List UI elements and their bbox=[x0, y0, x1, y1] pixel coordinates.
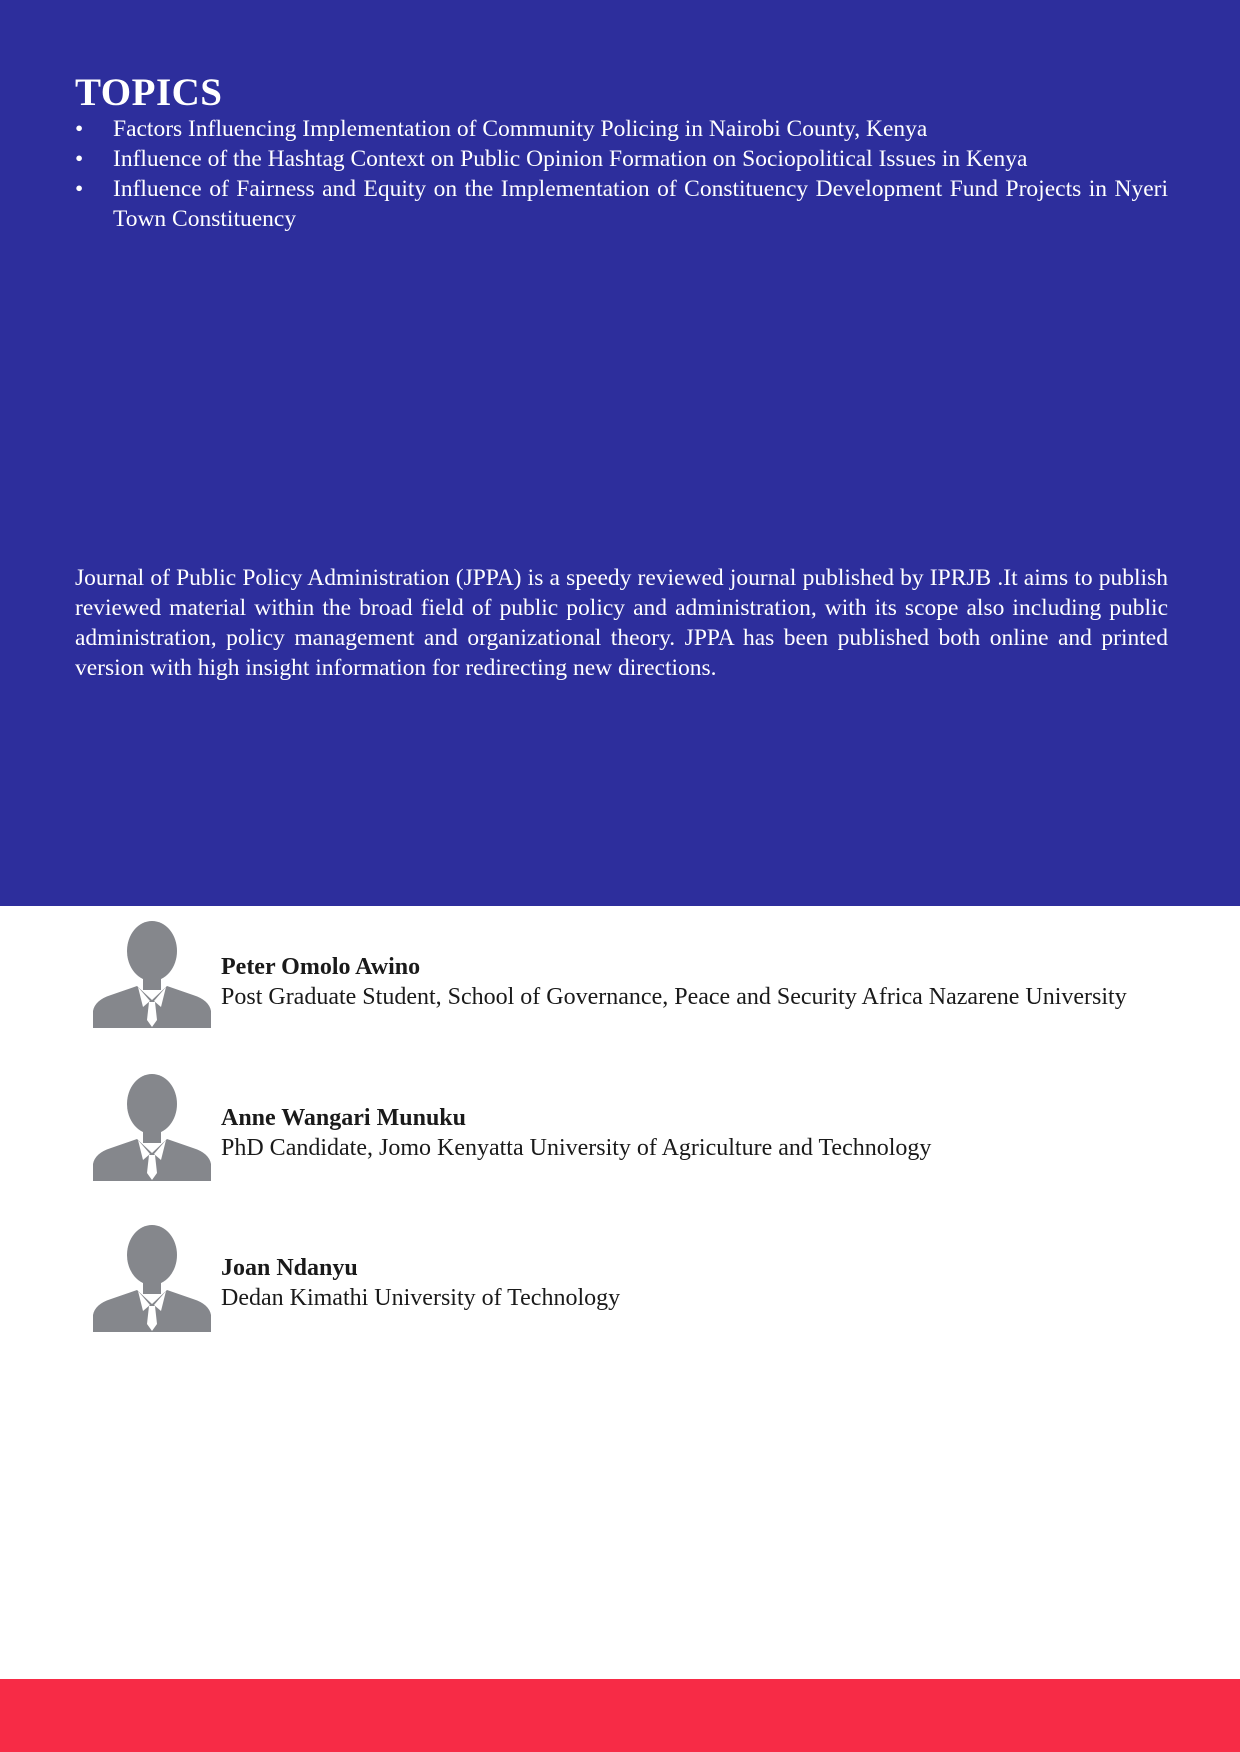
person-silhouette-icon bbox=[93, 918, 211, 1028]
author-entry bbox=[93, 918, 1173, 1028]
journal-description: Journal of Public Policy Administration (JPPA) is a speedy reviewed journal published by IPRJB .It aims to publish reviewed material within the broad field of public policy and administration, with its scope also including public administration, policy management and organizational theory. JPPA has been published both online and printed version with high insight information for redirecting new directions. bbox=[75, 565, 1168, 681]
person-silhouette-icon bbox=[93, 1071, 211, 1181]
footer-band bbox=[0, 1679, 1240, 1752]
topic-item: • Factors Influencing Implementation of Community Policing in Nairobi County, Kenya bbox=[75, 114, 1168, 144]
author-name: Joan Ndanyu bbox=[221, 1255, 358, 1281]
author-entry bbox=[93, 1222, 1173, 1332]
topics-heading: TOPICS bbox=[75, 71, 223, 114]
topic-item: • Influence of Fairness and Equity on the Implementation of Constituency Development Fund Projects in Nyeri Town Constituency bbox=[75, 174, 1168, 234]
author-affiliation: Post Graduate Student, School of Governance, Peace and Security Africa Nazarene University bbox=[221, 984, 1127, 1010]
topic-item: • Influence of the Hashtag Context on Public Opinion Formation on Sociopolitical Issues in Kenya bbox=[75, 144, 1168, 174]
person-silhouette-icon bbox=[93, 1222, 211, 1332]
topics-list bbox=[75, 114, 1168, 234]
author-text bbox=[221, 1253, 620, 1313]
author-name: Anne Wangari Munuku bbox=[221, 1105, 466, 1131]
author-entry bbox=[93, 1071, 1173, 1181]
author-name: Peter Omolo Awino bbox=[221, 954, 421, 980]
author-text bbox=[221, 952, 1127, 1012]
author-affiliation: Dedan Kimathi University of Technology bbox=[221, 1285, 621, 1311]
author-text bbox=[221, 1103, 931, 1163]
author-affiliation: PhD Candidate, Jomo Kenyatta University of Agriculture and Technology bbox=[221, 1135, 932, 1161]
